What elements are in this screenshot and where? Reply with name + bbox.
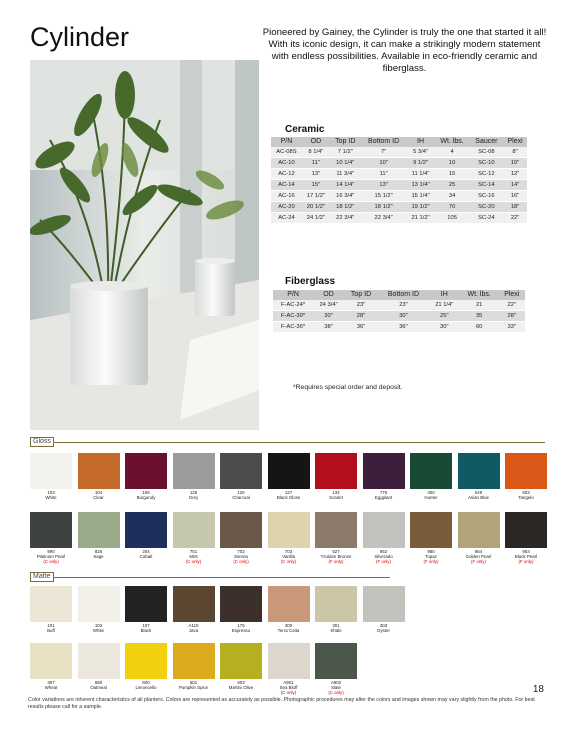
swatch-code: 600 xyxy=(142,680,150,685)
swatch-name: Sienna xyxy=(234,554,248,559)
footer-disclaimer: Color variations are inherent characteristics of all planters. Colors are represented as accurately as possible. Photographic procedures may alter the colors and images shown may vary slightly from the photo. For best results please call for a sample. xyxy=(28,697,535,710)
color-swatch xyxy=(173,586,215,622)
table-cell: SC-20 xyxy=(470,202,504,213)
table-cell: F-AC-36* xyxy=(273,322,313,333)
swatch-name: Martini Olive xyxy=(228,685,254,690)
table-cell: 18" xyxy=(503,202,527,213)
swatch-code: 825 xyxy=(94,549,103,554)
table-cell: 13 1/4" xyxy=(407,180,435,191)
page-title: Cylinder xyxy=(30,22,130,52)
color-swatch xyxy=(173,643,215,679)
swatch-code: 204 xyxy=(142,549,150,554)
table-cell: 22 3/4" xyxy=(330,213,361,224)
swatch-name: Mint xyxy=(189,554,198,559)
table-row xyxy=(273,311,525,322)
color-swatch xyxy=(268,512,310,548)
swatch-code: 307 xyxy=(47,680,55,685)
intro-paragraph: Pioneered by Gainey, the Cylinder is truly the one that started it all! With its iconic design, it can make a strikingly modern statement with endless possibilities. Available in eco-friendly ceramic and fiberglass. xyxy=(262,27,547,74)
swatch-code: 104 xyxy=(94,490,103,495)
color-swatch xyxy=(220,512,262,548)
table-cell: 36" xyxy=(378,322,429,333)
swatch-name: Java xyxy=(188,628,199,633)
swatch-availability: (C only) xyxy=(328,690,344,695)
swatch-name: Tangelo xyxy=(518,495,534,500)
table-cell: 38" xyxy=(313,322,344,333)
swatch-code: 125 xyxy=(189,490,198,495)
table-cell: 10 1/4" xyxy=(330,158,361,169)
table-cell: 21 1/2" xyxy=(407,213,435,224)
ceramic-col-header: OD xyxy=(302,137,330,147)
color-swatch xyxy=(173,453,215,489)
swatch-name: Sage xyxy=(93,554,104,559)
swatch-code: 300 xyxy=(284,623,293,628)
swatch-name: White xyxy=(45,495,57,500)
ceramic-col-header: P/N xyxy=(271,137,302,147)
swatch-name: Asian Blue xyxy=(468,495,489,500)
swatch-code: 175 xyxy=(237,623,245,628)
swatch-code: 603 xyxy=(237,680,245,685)
swatch-name: Golden Pearl xyxy=(465,554,492,559)
swatch-code: 580 xyxy=(94,680,103,685)
table-cell: 35 xyxy=(460,311,499,322)
swatch-availability: (F only) xyxy=(423,559,439,564)
product-photo xyxy=(30,60,259,430)
table-cell: 20 1/2" xyxy=(302,202,330,213)
ceramic-spec-table xyxy=(271,137,527,224)
table-cell: 14" xyxy=(503,180,527,191)
table-cell: 25 xyxy=(435,180,470,191)
table-cell: 36" xyxy=(344,322,378,333)
swatch-availability: (F only) xyxy=(518,559,534,564)
swatch-code: 400 xyxy=(427,490,435,495)
table-cell: 30" xyxy=(313,311,344,322)
swatch-code: 107 xyxy=(142,623,150,628)
swatch-availability: (C only) xyxy=(233,559,249,564)
table-cell: 7 1/2" xyxy=(330,147,361,158)
swatch-name: Khaki xyxy=(330,628,342,633)
matte-section-tag: Matte xyxy=(30,572,54,582)
table-cell: SC-14 xyxy=(470,180,504,191)
swatch-label xyxy=(498,549,554,564)
swatch-code: 980 xyxy=(427,549,435,554)
table-cell: 11 1/4" xyxy=(407,169,435,180)
table-cell: F-AC-30* xyxy=(273,311,313,322)
ceramic-col-header: Saucer xyxy=(470,137,504,147)
swatch-availability: (C only) xyxy=(43,559,59,564)
color-swatch xyxy=(315,586,357,622)
color-swatch xyxy=(173,512,215,548)
table-cell: 105 xyxy=(435,213,470,224)
swatch-code: 101 xyxy=(47,623,55,628)
color-swatch xyxy=(315,512,357,548)
swatch-availability: (F only) xyxy=(328,559,344,564)
swatch-code: 953 xyxy=(522,549,530,554)
table-cell: SC-24 xyxy=(470,213,504,224)
color-swatch xyxy=(363,512,405,548)
table-cell: 9 1/2" xyxy=(407,158,435,169)
table-cell: 13" xyxy=(302,169,330,180)
color-swatch xyxy=(458,512,500,548)
color-swatch xyxy=(30,643,72,679)
ceramic-col-header: Wt. lbs. xyxy=(435,137,470,147)
table-cell: 15 1/2" xyxy=(361,191,407,202)
swatch-code: 303 xyxy=(379,623,388,628)
swatch-name: Limoncello xyxy=(135,685,157,690)
table-cell: 30" xyxy=(378,311,429,322)
fiberglass-col-header: P/N xyxy=(273,290,313,300)
table-row xyxy=(271,158,527,169)
table-cell: AC-16 xyxy=(271,191,302,202)
table-cell: AC-12 xyxy=(271,169,302,180)
table-cell: 8 1/4" xyxy=(302,147,330,158)
ceramic-col-header: Plexi xyxy=(503,137,527,147)
table-cell: 14 1/4" xyxy=(330,180,361,191)
table-cell: 33" xyxy=(499,322,525,333)
swatch-availability: (F only) xyxy=(376,559,391,564)
color-swatch xyxy=(78,453,120,489)
swatch-name: Slate xyxy=(330,685,341,690)
color-swatch xyxy=(78,512,120,548)
page-number: 18 xyxy=(532,684,544,695)
table-cell: 34 xyxy=(435,191,470,202)
table-cell: 8" xyxy=(503,147,527,158)
table-cell: 28" xyxy=(344,311,378,322)
fiberglass-col-header: Top ID xyxy=(344,290,378,300)
swatch-name: *Golden Bronze xyxy=(320,554,352,559)
table-cell: 22 3/4" xyxy=(361,213,407,224)
swatch-code: 952 xyxy=(379,549,388,554)
swatch-name: Platinum Pearl xyxy=(36,554,66,559)
swatch-code: 103 xyxy=(47,490,55,495)
swatch-name: Oyster xyxy=(377,628,390,633)
table-cell: 10 xyxy=(435,158,470,169)
table-cell: 15" xyxy=(302,180,330,191)
swatch-code: 301 xyxy=(332,623,340,628)
table-cell: SC-10 xyxy=(470,158,504,169)
table-cell: 11 3/4" xyxy=(330,169,361,180)
swatch-name: Burgundy xyxy=(136,495,156,500)
table-row xyxy=(271,213,527,224)
swatch-code: 702 xyxy=(237,549,245,554)
swatch-name: White xyxy=(92,628,105,633)
table-cell: 10" xyxy=(503,158,527,169)
swatch-name: Terra Cotta xyxy=(277,628,300,633)
table-cell: 23" xyxy=(344,300,378,311)
table-cell: 16 3/4" xyxy=(330,191,361,202)
table-row xyxy=(271,147,527,158)
swatch-name: Vanilla xyxy=(282,554,295,559)
table-cell: 18 1/2" xyxy=(361,202,407,213)
fiberglass-col-header: Plexi xyxy=(499,290,525,300)
swatch-availability: (F only) xyxy=(471,559,486,564)
swatch-name: Hunter xyxy=(424,495,438,500)
color-swatch xyxy=(505,453,547,489)
ceramic-heading: Ceramic xyxy=(285,124,325,135)
table-cell: 25" xyxy=(429,311,460,322)
table-cell: AC-10 xyxy=(271,158,302,169)
swatch-availability: (C only) xyxy=(280,559,297,564)
swatch-code: 127 xyxy=(284,490,293,495)
color-swatch xyxy=(220,453,262,489)
table-cell: 15 xyxy=(435,169,470,180)
swatch-label xyxy=(308,680,364,695)
color-swatch xyxy=(220,643,262,679)
table-cell: 13" xyxy=(361,180,407,191)
table-cell: 4 xyxy=(435,147,470,158)
color-swatch xyxy=(363,586,405,622)
table-cell: 60 xyxy=(460,322,499,333)
color-swatch xyxy=(458,453,500,489)
ceramic-col-header: Bottom ID xyxy=(361,137,407,147)
swatch-code: 503 xyxy=(522,490,530,495)
planter-photo-image xyxy=(30,60,259,430)
color-swatch xyxy=(315,643,357,679)
table-cell: 21 1/4" xyxy=(429,300,460,311)
table-cell: 24 3/4" xyxy=(313,300,344,311)
special-order-note: *Requires special order and deposit. xyxy=(293,384,403,391)
swatch-code: 126 xyxy=(237,490,245,495)
swatch-code: A901 xyxy=(283,680,294,685)
swatch-name: Charcoal xyxy=(232,495,250,500)
table-cell: F-AC-24* xyxy=(273,300,313,311)
table-cell: 7" xyxy=(361,147,407,158)
table-row xyxy=(271,180,527,191)
swatch-name: Wheat xyxy=(44,685,58,690)
color-swatch xyxy=(410,512,452,548)
color-swatch xyxy=(363,453,405,489)
swatch-code: 106 xyxy=(142,490,150,495)
table-cell: 11" xyxy=(302,158,330,169)
swatch-name: Topaz xyxy=(425,554,437,559)
table-cell: 11" xyxy=(361,169,407,180)
color-swatch xyxy=(505,512,547,548)
table-row xyxy=(271,191,527,202)
table-cell: 15 1/4" xyxy=(407,191,435,202)
table-cell: SC-12 xyxy=(470,169,504,180)
swatch-code: 990 xyxy=(47,549,55,554)
table-cell: 12" xyxy=(503,169,527,180)
swatch-code: 701 xyxy=(189,549,198,554)
table-cell: 22" xyxy=(503,213,527,224)
swatch-name: Buff xyxy=(47,628,55,633)
color-swatch xyxy=(78,643,120,679)
table-cell: 21 xyxy=(460,300,499,311)
table-cell: 18 1/2" xyxy=(330,202,361,213)
color-swatch xyxy=(268,643,310,679)
color-swatch xyxy=(125,643,167,679)
swatch-name: Oatmeal xyxy=(90,685,107,690)
swatch-name: Espresso xyxy=(231,628,251,633)
swatch-code: 549 xyxy=(474,490,483,495)
color-swatch xyxy=(220,586,262,622)
swatch-code: A110 xyxy=(188,623,199,628)
gloss-divider xyxy=(30,442,545,443)
swatch-availability: (C only) xyxy=(280,690,297,695)
swatch-name: Cobalt xyxy=(139,554,153,559)
table-cell: SC-08 xyxy=(470,147,504,158)
ceramic-col-header: IH xyxy=(407,137,435,147)
color-swatch xyxy=(125,512,167,548)
swatch-name: Silverado xyxy=(374,554,393,559)
ceramic-col-header: Top ID xyxy=(330,137,361,147)
table-row xyxy=(273,322,525,333)
table-cell: AC-24 xyxy=(271,213,302,224)
table-cell: 70 xyxy=(435,202,470,213)
swatch-name: Black xyxy=(140,628,152,633)
swatch-name: Grey xyxy=(188,495,199,500)
swatch-code: 102 xyxy=(94,623,103,628)
swatch-name: Pumpkin Spice xyxy=(178,685,209,690)
color-swatch xyxy=(125,586,167,622)
table-row xyxy=(271,169,527,180)
table-cell: 28" xyxy=(499,311,525,322)
table-cell: 10" xyxy=(361,158,407,169)
swatch-label xyxy=(356,623,412,633)
swatch-name: Sea Bluff xyxy=(279,685,298,690)
swatch-availability: (C only) xyxy=(185,559,202,564)
fiberglass-col-header: Bottom ID xyxy=(378,290,429,300)
swatch-code: 134 xyxy=(332,490,340,495)
color-swatch xyxy=(125,453,167,489)
table-cell: 23" xyxy=(378,300,429,311)
swatch-name: Black Pearl xyxy=(514,554,538,559)
gloss-section-tag: Gloss xyxy=(30,437,54,447)
matte-divider xyxy=(30,577,390,578)
fiberglass-col-header: IH xyxy=(429,290,460,300)
color-swatch xyxy=(410,453,452,489)
table-row xyxy=(271,202,527,213)
swatch-code: 703 xyxy=(284,549,293,554)
swatch-code: 776 xyxy=(379,490,388,495)
swatch-code: 601 xyxy=(189,680,198,685)
table-cell: AC-20 xyxy=(271,202,302,213)
color-swatch xyxy=(30,512,72,548)
color-swatch xyxy=(268,453,310,489)
color-swatch xyxy=(30,453,72,489)
swatch-name: Scarlet xyxy=(329,495,343,500)
swatch-name: Eggplant xyxy=(374,495,393,500)
color-swatch xyxy=(78,586,120,622)
table-cell: 24 1/2" xyxy=(302,213,330,224)
color-swatch xyxy=(315,453,357,489)
swatch-code: 527 xyxy=(332,549,340,554)
swatch-name: Black Gloss xyxy=(276,495,301,500)
table-cell: 30" xyxy=(429,322,460,333)
color-swatch xyxy=(268,586,310,622)
table-cell: 17 1/2" xyxy=(302,191,330,202)
swatch-code: A902 xyxy=(330,680,342,685)
swatch-code: 954 xyxy=(474,549,483,554)
table-cell: 22" xyxy=(499,300,525,311)
fiberglass-heading: Fiberglass xyxy=(285,276,336,287)
table-cell: AC-08S xyxy=(271,147,302,158)
fiberglass-col-header: Wt. lbs. xyxy=(460,290,499,300)
fiberglass-spec-table xyxy=(273,290,525,333)
table-cell: 16" xyxy=(503,191,527,202)
table-cell: SC-16 xyxy=(470,191,504,202)
color-swatch xyxy=(30,586,72,622)
swatch-name: Clear xyxy=(93,495,104,500)
table-row xyxy=(273,300,525,311)
table-cell: 5 3/4" xyxy=(407,147,435,158)
fiberglass-col-header: OD xyxy=(313,290,344,300)
table-cell: AC-14 xyxy=(271,180,302,191)
swatch-label xyxy=(498,490,554,500)
table-cell: 19 1/2" xyxy=(407,202,435,213)
